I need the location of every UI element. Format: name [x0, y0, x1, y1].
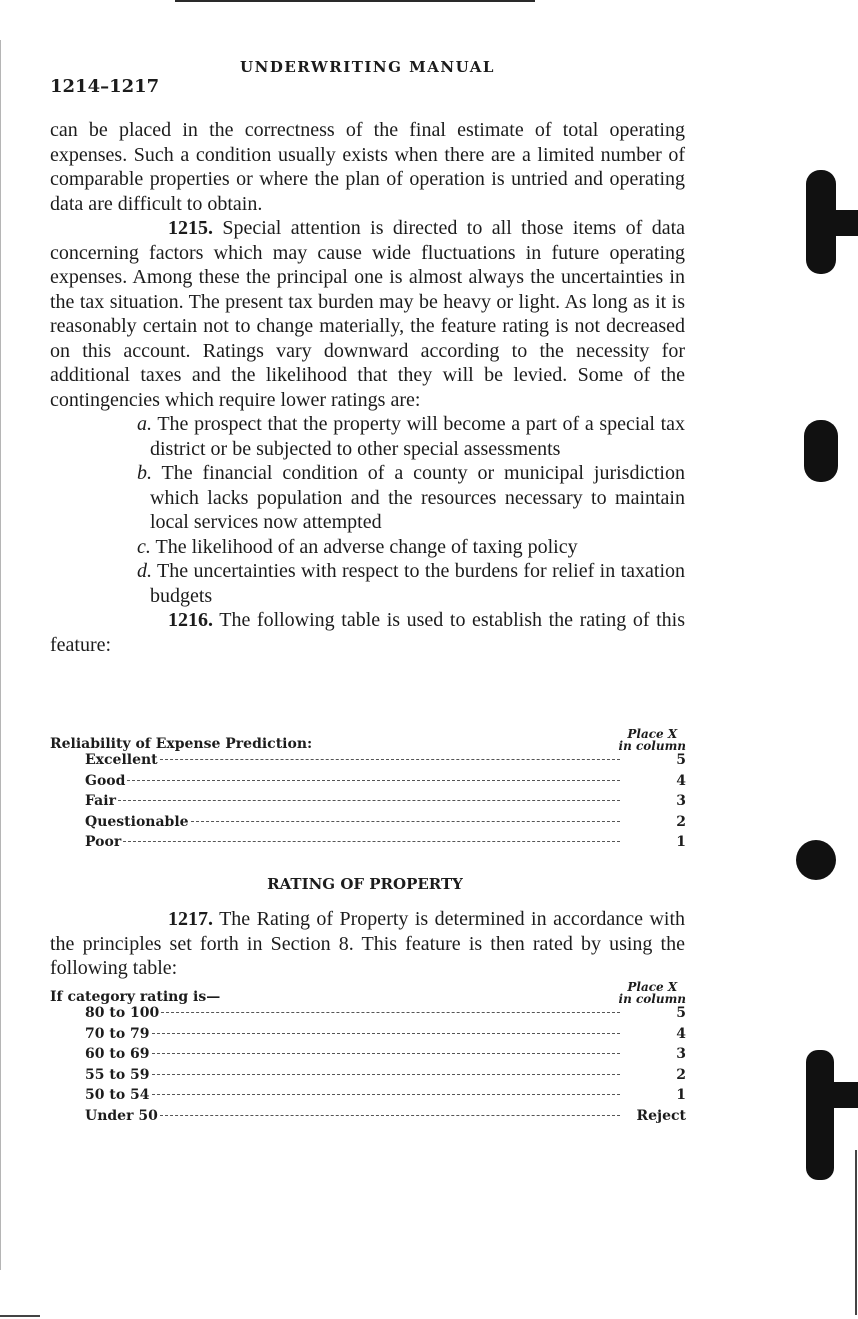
table-row — [50, 814, 686, 835]
binder-hole-lower — [796, 840, 836, 880]
place-x-header — [619, 728, 686, 752]
place-x-line2: in column — [618, 992, 686, 1006]
row-label: Under 50 — [85, 1107, 158, 1124]
place-x-line1: Place X — [627, 980, 678, 994]
leader-dots — [160, 1114, 620, 1116]
leader-dots — [191, 820, 620, 822]
row-value: 4 — [676, 772, 686, 789]
binder-clip-bottom-arm — [826, 1082, 858, 1108]
paragraph-1214-continued: can be placed in the correctness of the final estimate of total operating expenses. Such a condition usually exists when there are a limited number of comparable properties or where the plan of operation is untried and operating data are difficult to obtain. — [50, 119, 685, 215]
paragraph-1215-text: Special attention is directed to all those items of data concerning factors which may cause wide fluctuations in future operating expenses. Among these the principal one is almost always the uncertainties in the tax situation. The present tax burden may be heavy or light. As long as it is reasonably certain not to change materially, the feature rating is not decreased on this account. Ratings vary downward according to the necessity for additional taxes and the likelihood that they will be levied. Some of the contingencies which require lower ratings are: — [50, 217, 685, 411]
row-label: 80 to 100 — [85, 1005, 160, 1021]
section-number-1215: 1215. — [168, 217, 213, 239]
leader-dots — [152, 1093, 620, 1095]
page-bottom-edge — [0, 1315, 40, 1317]
binder-clip-top-arm — [826, 210, 858, 236]
row-value: 1 — [676, 834, 686, 850]
running-title: UNDERWRITING MANUAL — [240, 58, 495, 76]
leader-dots — [152, 1032, 620, 1034]
row-label: 50 to 54 — [85, 1087, 150, 1103]
row-value: 4 — [676, 1025, 686, 1042]
row-label: Good — [85, 772, 126, 789]
row-label: 55 to 59 — [85, 1066, 150, 1083]
place-x-line1: Place X — [627, 727, 678, 741]
table-row — [50, 1087, 686, 1108]
contingency-list — [50, 412, 685, 608]
list-letter: d. — [137, 560, 152, 582]
leader-dots — [123, 840, 620, 842]
paragraph-1217 — [50, 907, 685, 981]
row-value: 2 — [676, 1066, 686, 1083]
list-item-text: The financial condition of a county or municipal jurisdiction which lacks population and the resources necessary to maintain local services now attempted — [150, 462, 685, 533]
list-item — [50, 559, 685, 608]
binder-clip-bottom — [806, 1050, 834, 1180]
leader-dots — [161, 1011, 620, 1013]
row-value: 3 — [676, 793, 686, 809]
row-label: Excellent — [85, 752, 158, 768]
list-item-text: The prospect that the property will become a part of a special tax district or be subjected to other special assessments — [150, 413, 686, 460]
row-label: 70 to 79 — [85, 1025, 150, 1042]
table-row — [50, 1005, 686, 1026]
table-row — [50, 1108, 686, 1129]
table-header — [50, 722, 686, 752]
list-letter: c. — [137, 535, 151, 558]
list-item-text: The uncertainties with respect to the burdens for relief in taxation budgets — [150, 560, 685, 607]
row-value: 5 — [676, 1005, 686, 1021]
list-letter: b. — [137, 462, 152, 484]
row-label: 60 to 69 — [85, 1046, 150, 1062]
leader-dots — [152, 1073, 620, 1075]
body-text-1217 — [50, 907, 685, 981]
paragraph-1215 — [50, 216, 685, 412]
property-rating-table — [50, 975, 686, 1128]
row-label: Poor — [85, 834, 122, 850]
leader-dots — [127, 779, 620, 781]
table-row — [50, 773, 686, 794]
table-row — [50, 834, 686, 855]
page-right-edge — [855, 1150, 857, 1315]
table-row — [50, 1026, 686, 1047]
leader-dots — [160, 758, 620, 760]
section-range: 1214–1217 — [50, 76, 160, 97]
table-header-label: If category rating is— — [50, 989, 221, 1005]
row-value: 1 — [676, 1087, 686, 1103]
paragraph-1216-text: The following table is used to establish the rating of this feature: — [50, 609, 685, 656]
paragraph-1217-text: The Rating of Property is determined in accordance with the principles set forth in Section 8. This feature is then rated by using the following table: — [50, 908, 685, 979]
table-header-label: Reliability of Expense Prediction: — [50, 736, 313, 752]
place-x-header — [619, 981, 686, 1005]
table-row — [50, 1046, 686, 1067]
list-item — [50, 535, 685, 560]
row-value: 3 — [676, 1046, 686, 1062]
row-label: Fair — [85, 793, 116, 809]
section-number-1217: 1217. — [168, 908, 213, 930]
top-rule — [175, 0, 535, 2]
table-row — [50, 1067, 686, 1088]
table-header — [50, 975, 686, 1005]
table-row — [50, 752, 686, 773]
list-item — [50, 412, 685, 461]
binder-hole-upper — [804, 420, 838, 482]
table-row — [50, 793, 686, 814]
row-label: Questionable — [85, 813, 189, 830]
section-subheading: RATING OF PROPERTY — [267, 875, 463, 893]
page-left-edge — [0, 40, 1, 1270]
section-number-1216: 1216. — [168, 609, 213, 631]
list-item — [50, 461, 685, 535]
expense-prediction-table — [50, 722, 686, 855]
body-text — [50, 118, 685, 657]
list-letter: a. — [137, 413, 152, 435]
leader-dots — [118, 799, 620, 801]
row-value: 5 — [676, 752, 686, 768]
leader-dots — [152, 1052, 620, 1054]
row-value: 2 — [676, 813, 686, 830]
place-x-line2: in column — [618, 739, 686, 753]
list-item-text: The likelihood of an adverse change of taxing policy — [155, 535, 578, 558]
paragraph-1216 — [50, 608, 685, 657]
row-value: Reject — [636, 1107, 686, 1124]
